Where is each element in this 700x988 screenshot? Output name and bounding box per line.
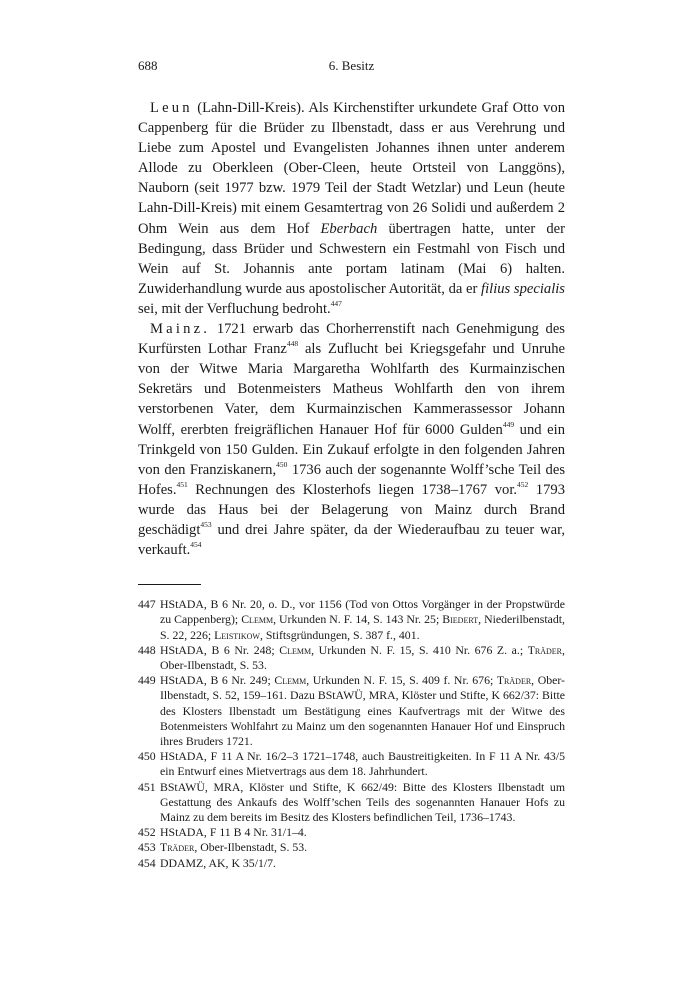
text: HStADA, B 6 Nr. 249;	[160, 673, 275, 688]
footnote-number: 449	[138, 673, 156, 688]
text: 1721 erwarb das Chorherrenstift nach Genehmigung des Kurfürsten Lothar Franz	[138, 321, 565, 358]
chapter-title: 6. Besitz	[328, 58, 375, 73]
text: , Niederilbenstadt, S. 22, 226;	[160, 612, 565, 642]
footnote-451	[138, 780, 565, 826]
place-name-mainz: Mainz.	[150, 321, 211, 338]
footnote-number: 451	[138, 779, 156, 794]
footnote-ref[interactable]: 447	[330, 299, 342, 309]
footnote-447	[138, 597, 565, 643]
footnote-text	[160, 673, 565, 749]
text: übertragen hatte, unter der Bedingung, dass Brüder und Schwestern ein Festmahl von Fisch und Wein auf St. Johannis ante portam latinam (Mai 6) halten. Zuwiderhandlung wurde aus apostolischer Autorität, da er	[138, 220, 565, 297]
footnote-number: 450	[138, 749, 156, 764]
footnote-number: 453	[138, 840, 156, 855]
book-page	[138, 58, 565, 871]
text: (Lahn-Dill-Kreis). Als Kirchenstifter urkundete Graf Otto von Cappenberg für die Brüder zu Ilbenstadt, dass er aus Verehrung und Liebe zum Apostel und Evangelisten Johannes ihnen unter anderem Allode zu Oberkleen (Ober-Cleen, heute Ortsteil von Langgöns), Nauborn (seit 1977 bzw. 1979 Teil der Stadt Wetzlar) und Leun (heute Lahn-Dill-Kreis) mit einem Gesamtertrag von 26 Solidi und außerdem 2 Ohm Wein aus dem Hof	[138, 100, 565, 237]
footnote-454	[138, 856, 565, 871]
footnote-ref[interactable]: 450	[276, 459, 288, 469]
footnote-449	[138, 673, 565, 749]
footnote-ref[interactable]: 452	[517, 479, 529, 489]
footnote-ref[interactable]: 449	[502, 419, 515, 429]
footnotes	[138, 597, 565, 871]
footnote-ref[interactable]: 448	[286, 339, 299, 349]
text: HStADA, B 6 Nr. 248;	[160, 642, 280, 657]
text: , Urkunden N. F. 15, S. 409 f. Nr. 676;	[306, 673, 497, 688]
footnote-ref[interactable]: 451	[176, 479, 188, 489]
running-header	[138, 58, 565, 78]
footnote-text: BStAWÜ, MRA, Klöster und Stifte, K 662/49: Bitte des Klosters Ilbenstadt um Gestattung des Ankaufs des Wolff’schen Teils des sogenannten Hanauer Hofs zu Mainz zu dem bereits im Besitz des Klosters befindlichen Teil, 1736–1743.	[160, 779, 565, 824]
author-name: Biedert	[442, 612, 479, 627]
footnote-ref[interactable]: 453	[200, 520, 212, 530]
footnote-text	[160, 643, 565, 673]
paragraph-leun	[138, 98, 565, 319]
text: HStADA, B 6 Nr. 20, o. D., vor 1156 (Tod von Ottos Vorgänger in der Propstwürde zu Cappenberg);	[160, 597, 565, 627]
footnote-text: HStADA, F 11 B 4 Nr. 31/1–4.	[160, 825, 307, 840]
text: Rechnungen des Klosterhofs liegen 1738–1767 vor.	[187, 481, 518, 498]
text: und ein Trinkgeld von 150 Gulden. Ein Zukauf erfolgte in den folgenden Jahren von den Franziskanern,	[138, 421, 565, 478]
text: , Ober-Ilbenstadt, S. 53.	[160, 642, 565, 672]
text: als Zuflucht bei Kriegsgefahr und Unruhe von der Witwe Maria Margaretha Wohlfarth des Kurmainzischen Sekretärs und Botenmeisters Matheus Wohlfarth den von ihrem verstorbenen Vater, dem Kurmainzischen Kammerassessor Johann Wolff, ererbten freigräflichen Hanauer Hof für 6000 Gulden	[138, 341, 565, 438]
author-name: Träder	[527, 642, 563, 657]
footnote-text	[160, 840, 565, 855]
footnote-448	[138, 643, 565, 673]
italic-text: filius specialis	[481, 280, 565, 297]
footnote-text: HStADA, F 11 A Nr. 16/2–3 1721–1748, auch Baustreitigkeiten. In F 11 A Nr. 43/5 ein Entwurf eines Mietvertrags aus dem 18. Jahrhundert.	[160, 749, 565, 779]
footnote-452	[138, 825, 565, 840]
text: , Stiftsgründungen, S. 387 f., 401.	[259, 627, 420, 642]
footnote-number: 447	[138, 597, 156, 612]
footnote-divider	[138, 584, 201, 585]
page-number: 688	[138, 58, 158, 73]
text: sei, mit der Verfluchung bedroht.	[138, 300, 331, 317]
italic-text: Eberbach	[320, 220, 378, 237]
author-name: Träder	[160, 840, 195, 855]
author-name: Clemm	[274, 673, 307, 688]
footnote-number: 452	[138, 825, 156, 840]
author-name: Clemm	[241, 612, 274, 627]
text: , Ober-Ilbenstadt, S. 52, 159–161. Dazu BStAWÜ, MRA, Klöster und Stifte, K 662/37: Bitte des Klosters Ilbenstadt um Bestätigung eines Kaufvertrags mit der Witwe des Botenmeisters Wohlfahrt zu Mainz um den sogenannten Hanauer Hof und Einspruch ihres Bruders 1721.	[160, 673, 565, 748]
text: , Urkunden N. F. 15, S. 410 Nr. 676 Z. a.;	[311, 642, 528, 657]
author-name: Clemm	[279, 642, 312, 657]
text: , Ober-Ilbenstadt, S. 53.	[194, 840, 308, 855]
author-name: Leistikow	[214, 627, 260, 642]
footnote-number: 448	[138, 642, 156, 657]
footnote-ref[interactable]: 454	[190, 540, 202, 550]
author-name: Träder	[496, 673, 532, 688]
main-text	[138, 98, 565, 560]
footnote-453	[138, 840, 565, 855]
text: 1736 auch der sogenannte Wolff’sche Teil des Hofes.	[138, 461, 566, 498]
paragraph-mainz	[138, 319, 565, 560]
footnote-text: DDAMZ, AK, K 35/1/7.	[160, 855, 277, 870]
footnote-450	[138, 749, 565, 779]
place-name-leun: Leun	[150, 100, 193, 116]
text: und drei Jahre später, da der Wiederaufbau zu teuer war, verkauft.	[138, 521, 565, 559]
text: 1793 wurde das Haus bei der Belagerung von Mainz durch Brand geschädigt	[138, 481, 565, 538]
footnote-number: 454	[138, 855, 156, 870]
footnote-text	[160, 597, 565, 643]
text: , Urkunden N. F. 14, S. 143 Nr. 25;	[273, 612, 443, 627]
